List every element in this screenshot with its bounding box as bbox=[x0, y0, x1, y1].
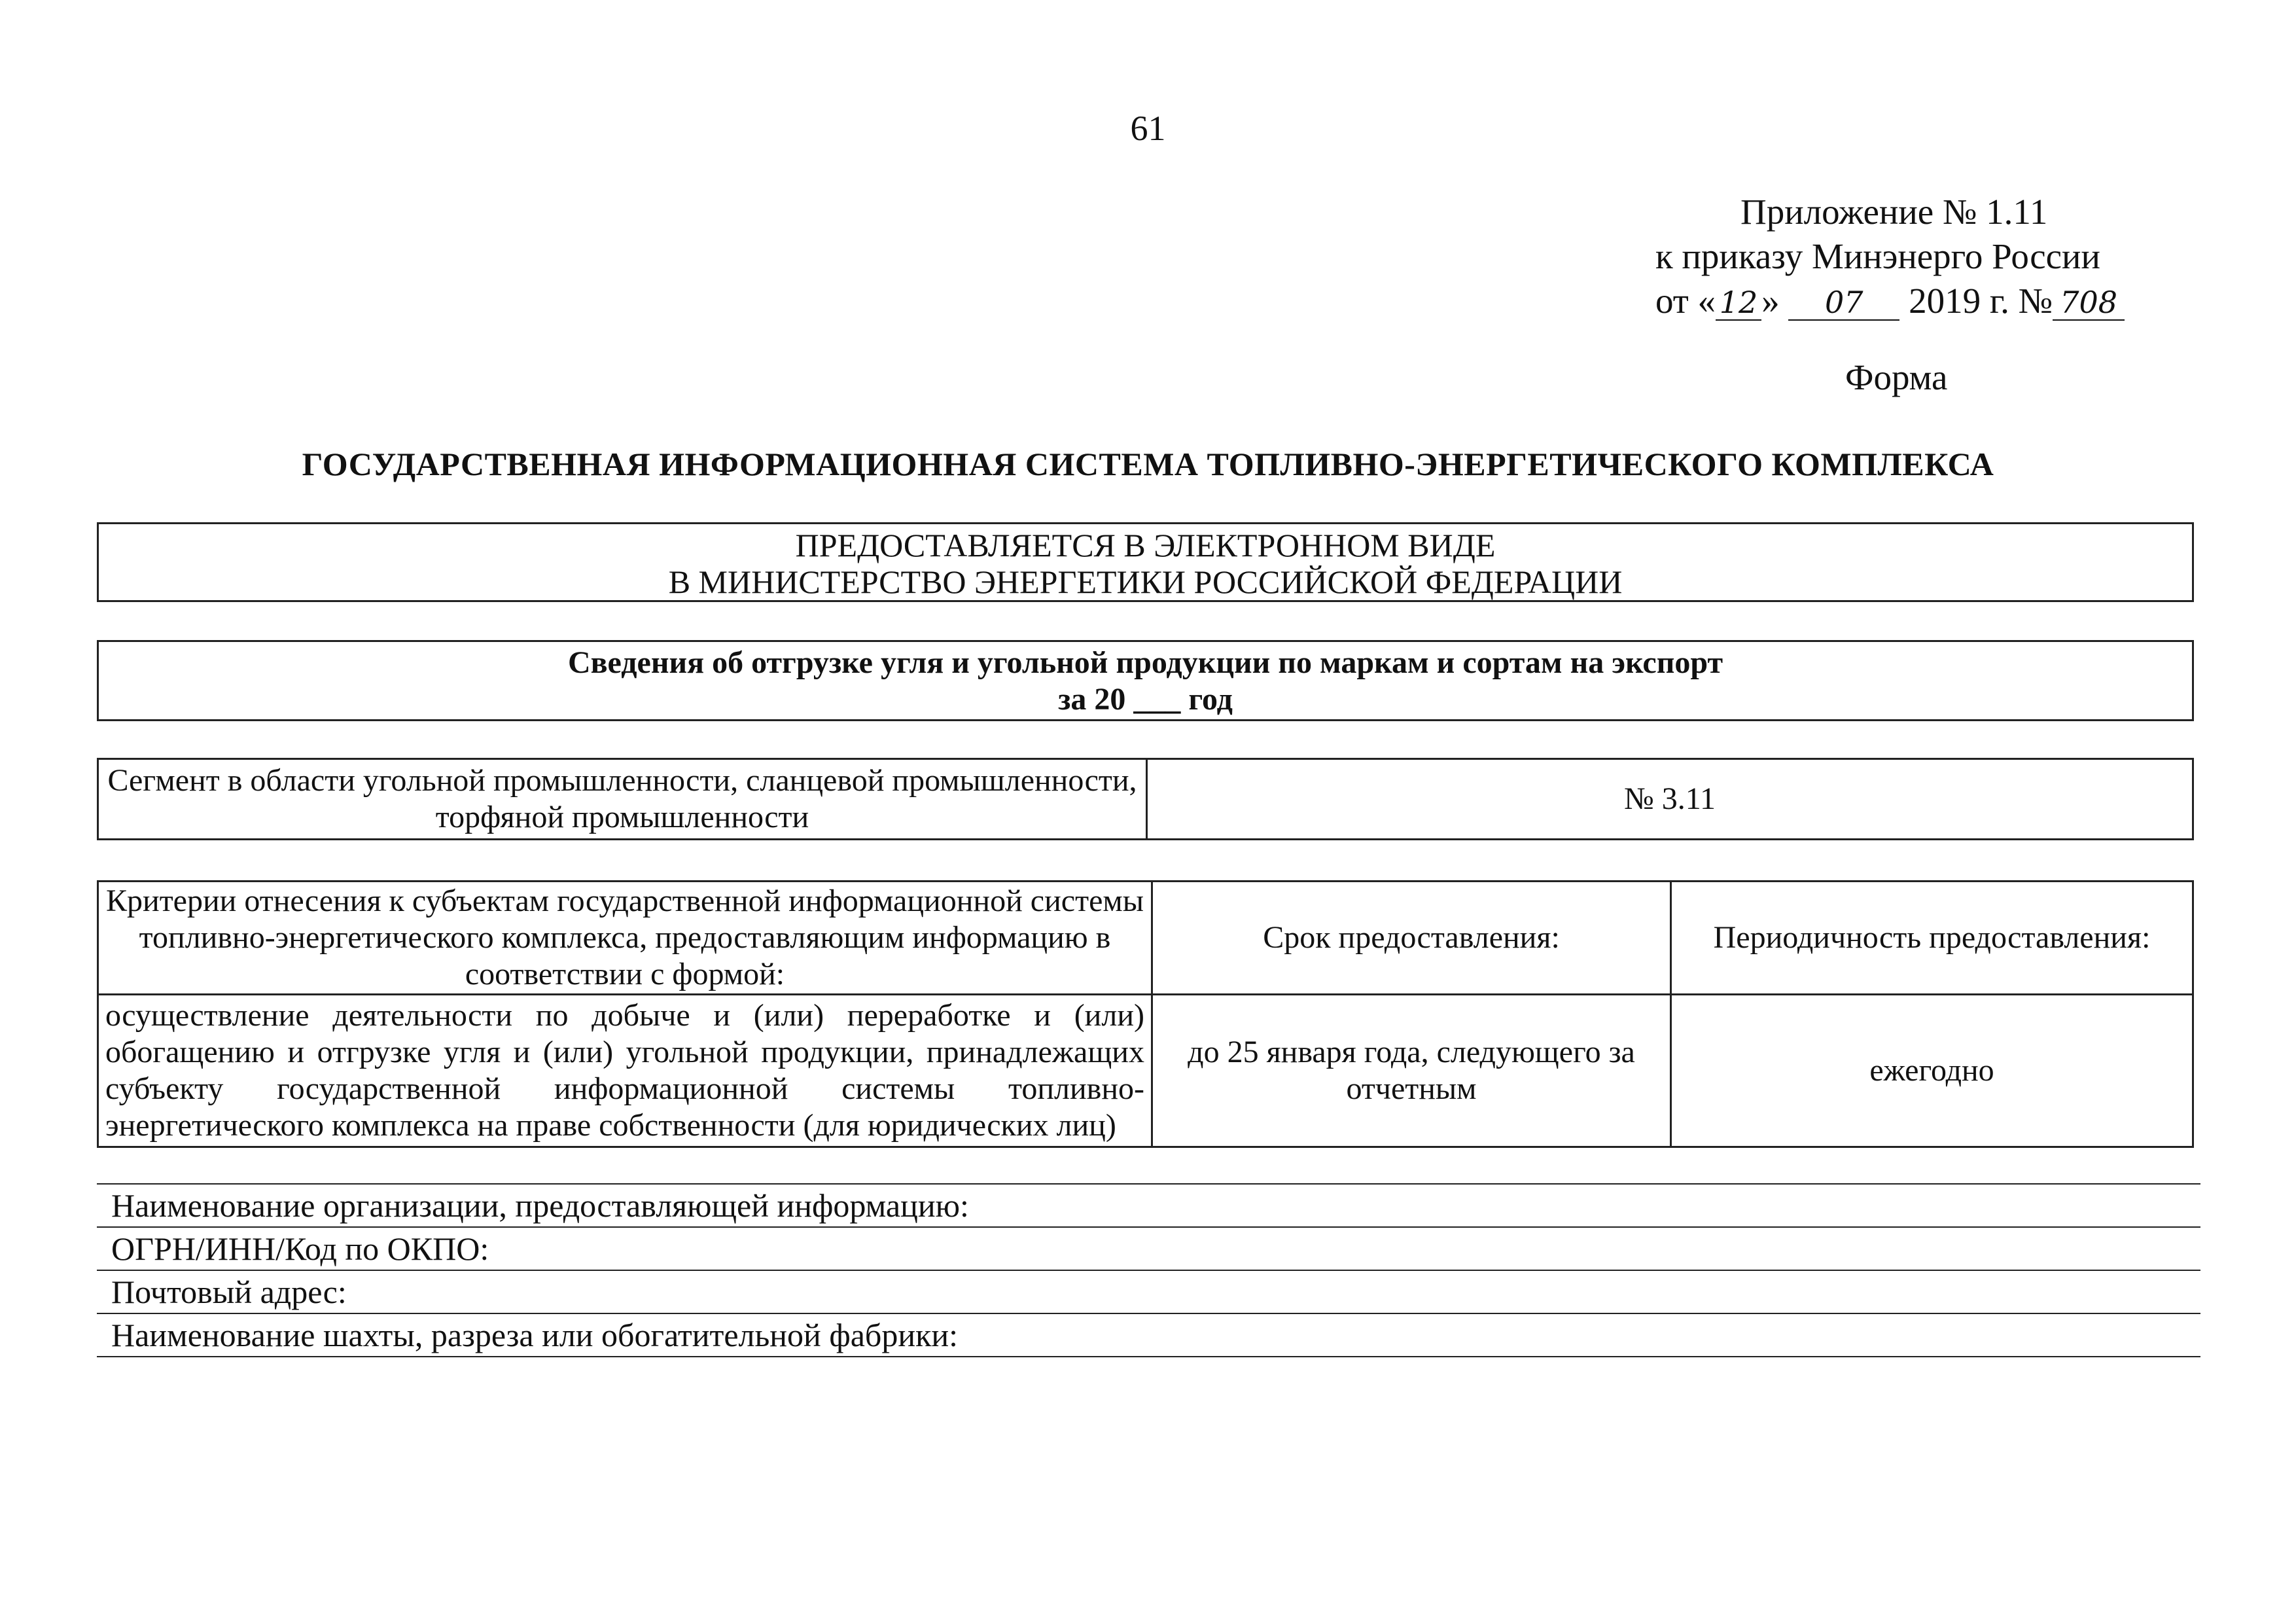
form-label: Форма bbox=[1845, 357, 1948, 397]
handwritten-day: 12 bbox=[1716, 285, 1761, 321]
report-title-box bbox=[97, 640, 2194, 721]
criteria-header-row bbox=[98, 882, 2193, 995]
organization-name-field[interactable]: Наименование организации, предоставляющей информацию: bbox=[97, 1183, 2200, 1226]
segment-table bbox=[97, 758, 2194, 840]
report-period: за 20 ___ год bbox=[1058, 682, 1233, 717]
system-title: ГОСУДАРСТВЕННАЯ ИНФОРМАЦИОННАЯ СИСТЕМА ТОПЛИВНО-ЭНЕРГЕТИЧЕСКОГО КОМПЛЕКСА bbox=[302, 446, 1994, 482]
report-title: Сведения об отгрузке угля и угольной продукции по маркам и сортам на экспорт bbox=[567, 645, 1723, 680]
date-year: 2019 г. № bbox=[1899, 281, 2053, 321]
appendix-order-date bbox=[1655, 279, 2212, 323]
submission-line-1: ПРЕДОСТАВЛЯЕТСЯ В ЭЛЕКТРОННОМ ВИДЕ bbox=[795, 527, 1496, 563]
deadline-header: Срок предоставления: bbox=[1152, 882, 1671, 995]
organization-info-fields bbox=[97, 1183, 2200, 1357]
criteria-cell: осуществление деятельности по добыче и (или) переработке и (или) обогащению и отгрузке угля и (или) угольной продукции, принадлежащих субъекту государственной информационной системы топливно-энергетического комплекса на праве собственности (для юридических лиц) bbox=[98, 995, 1152, 1147]
appendix-number: Приложение № 1.11 bbox=[1740, 192, 2048, 232]
periodicity-header: Периодичность предоставления: bbox=[1671, 882, 2193, 995]
submission-box bbox=[97, 522, 2194, 602]
date-prefix: от « bbox=[1655, 281, 1716, 321]
segment-row bbox=[98, 759, 2193, 840]
page-number: 61 bbox=[1130, 109, 1166, 148]
handwritten-month: 07 bbox=[1788, 285, 1899, 321]
segment-number: № 3.11 bbox=[1147, 759, 2193, 840]
appendix-order-reference: к приказу Минэнерго России bbox=[1655, 236, 2100, 276]
deadline-cell: до 25 января года, следующего за отчетным bbox=[1152, 995, 1671, 1147]
criteria-header: Критерии отнесения к субъектам государственной информационной системы топливно-энергетического комплекса, предоставляющим информацию в соответствии с формой: bbox=[98, 882, 1152, 995]
mine-name-field[interactable]: Наименование шахты, разреза или обогатительной фабрики: bbox=[97, 1313, 2200, 1357]
date-mid: » bbox=[1761, 281, 1789, 321]
periodicity-cell: ежегодно bbox=[1671, 995, 2193, 1147]
appendix-header bbox=[1655, 190, 2212, 323]
criteria-table bbox=[97, 880, 2194, 1148]
ogrn-inn-okpo-field[interactable]: ОГРН/ИНН/Код по ОКПО: bbox=[97, 1226, 2200, 1270]
segment-label: Сегмент в области угольной промышленности, сланцевой промышленности, торфяной промышленности bbox=[98, 759, 1147, 840]
criteria-data-row bbox=[98, 995, 2193, 1147]
submission-line-2: В МИНИСТЕРСТВО ЭНЕРГЕТИКИ РОССИЙСКОЙ ФЕДЕРАЦИИ bbox=[668, 563, 1623, 600]
handwritten-order-number: 708 bbox=[2053, 285, 2125, 321]
postal-address-field[interactable]: Почтовый адрес: bbox=[97, 1270, 2200, 1313]
